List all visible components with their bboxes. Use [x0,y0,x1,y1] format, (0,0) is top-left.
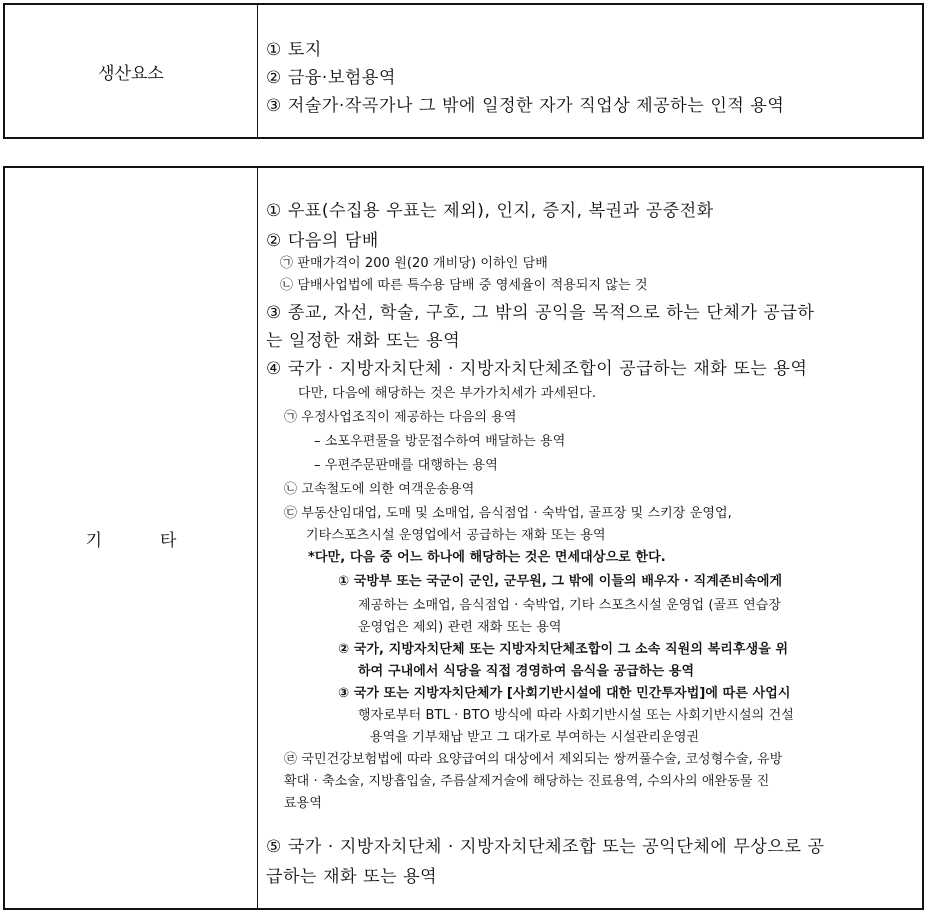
line-public-interest: ③ 종교, 자선, 학술, 구호, 그 밖의 공익을 목적으로 하는 단체가 공급하 [266,303,815,323]
line-high-speed-rail: ㉡ 고속철도에 의한 여객운송용역 [284,482,475,497]
item-finance-insurance: ② 금융·보험용역 [266,68,396,88]
line-real-estate: ㉢ 부동산임대업, 도매 및 소매업, 음식점업 · 숙박업, 골프장 및 스키장 운영업, [284,506,732,521]
line-public-interest-cont: 는 일정한 재화 또는 용역 [266,331,461,351]
other-label-left: 기 [85,530,102,551]
line-exempt-1-cont-a: 제공하는 소매업, 음식점업 · 숙박업, 기타 스포츠시설 운영업 (골프 연습장 [358,598,782,613]
item-land: ① 토지 [266,40,322,60]
line-exempt-3: ③ 국가 또는 지방자치단체가 [사회기반시설에 대한 민간투자법]에 따른 사업시 [338,686,791,701]
line-stamps: ① 우표(수집용 우표는 제외), 인지, 증지, 복권과 공중전화 [266,201,714,221]
line-tobacco-b: ㉡ 담배사업법에 따른 특수용 담배 중 영세율이 적용되지 않는 것 [280,278,648,293]
line-exempt-1-cont-b: 운영업은 제외) 관련 재화 또는 용역 [358,620,562,635]
line-tobacco-a: ㉠ 판매가격이 200 원(20 개비당) 이하인 담배 [280,256,548,271]
line-exempt-1: ① 국방부 또는 국군이 군인, 군무원, 그 밖에 이들의 배우자 · 직계존비속에게 [338,574,783,589]
other-table [3,166,924,910]
line-free-supply-cont: 급하는 재화 또는 용역 [266,867,438,887]
line-parcel: – 소포우편물을 방문접수하여 배달하는 용역 [314,434,566,449]
line-taxed-note: 다만, 다음에 해당하는 것은 부가가치세가 과세된다. [298,386,597,401]
line-free-supply: ⑤ 국가 · 지방자치단체 · 지방자치단체조합 또는 공익단체에 무상으로 공 [266,837,825,857]
line-government: ④ 국가 · 지방자치단체 · 지방자치단체조합이 공급하는 재화 또는 용역 [266,359,808,379]
production-factors-label: 생산요소 [5,5,258,137]
line-health-insurance-cont-a: 확대 · 축소술, 지방흡입술, 주름살제거술에 해당하는 진료용역, 수의사의 애완동물 진 [284,774,770,789]
line-exempt-3-cont-b: 용역을 기부채납 받고 그 대가로 부여하는 시설관리운영권 [370,730,700,745]
line-mail-order: – 우편주문판매를 대행하는 용역 [314,458,498,473]
other-content [258,168,922,908]
line-exempt-2-cont: 하여 구내에서 식당을 직접 경영하여 음식을 공급하는 용역 [358,664,695,679]
line-health-insurance-cont-b: 료용역 [284,796,322,811]
line-exempt-note: *다만, 다음 중 어느 하나에 해당하는 것은 면세대상으로 한다. [308,550,666,565]
line-postal: ㉠ 우정사업조직이 제공하는 다음의 용역 [284,410,517,425]
production-factors-content [258,5,922,137]
line-health-insurance: ㉣ 국민건강보험법에 따라 요양급여의 대상에서 제외되는 쌍꺼풀수술, 코성형수술, 유방 [284,752,783,767]
line-exempt-2: ② 국가, 지방자치단체 또는 지방자치단체조합이 그 소속 직원의 복리후생을 위 [338,642,789,657]
item-personal-services: ③ 저술가·작곡가나 그 밖에 일정한 자가 직업상 제공하는 인적 용역 [266,96,785,116]
line-tobacco: ② 다음의 담배 [266,231,379,251]
line-sports-facility: 기타스포츠시설 운영업에서 공급하는 재화 또는 용역 [306,528,606,543]
other-label [5,168,258,908]
production-factors-table [3,3,924,139]
other-label-right: 타 [160,530,177,551]
line-exempt-3-cont-a: 행자로부터 BTL · BTO 방식에 따라 사회기반시설 또는 사회기반시설의 건설 [358,708,794,723]
